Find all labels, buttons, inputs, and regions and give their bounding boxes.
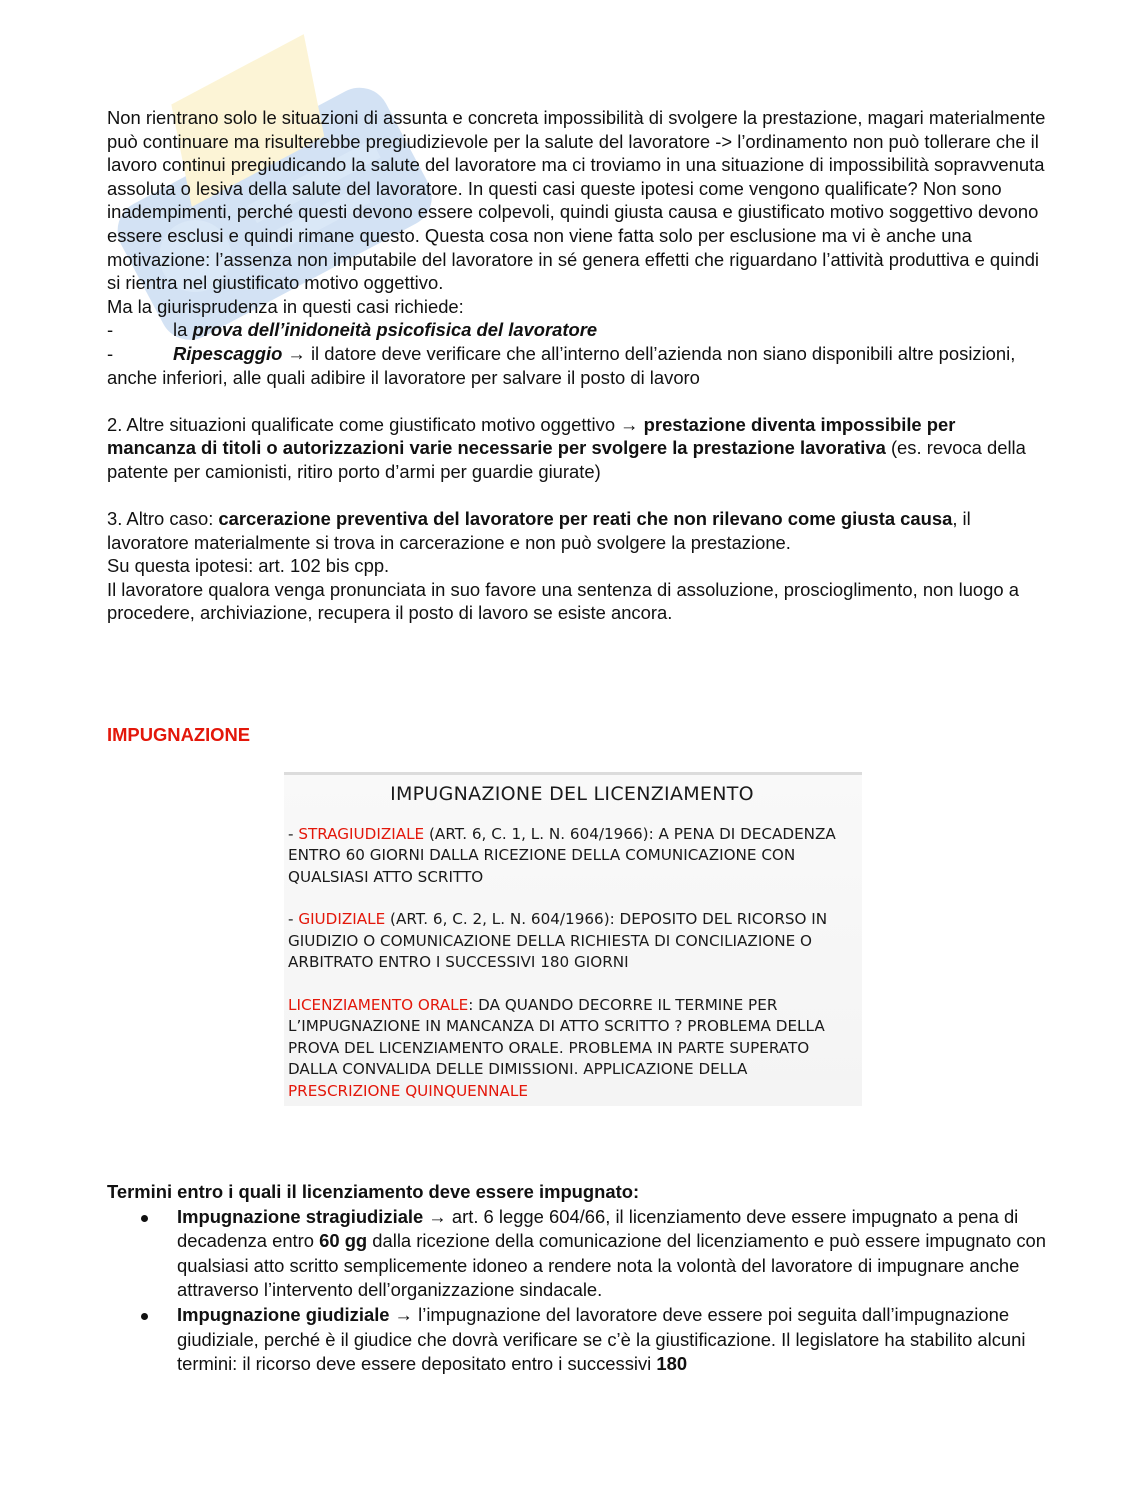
paragraph-assoluzione: Il lavoratore qualora venga pronunciata in suo favore una sentenza di assoluzione, proscioglimento, non luogo a procedere, archiviazione, recupera il posto di lavoro se esiste ancora. — [107, 578, 1019, 624]
slide-block-stragiudiziale: - STRAGIUDIZIALE (ART. 6, C. 1, L. N. 604/1966): A PENA DI DECADENZA ENTRO 60 GIORNI DALLA RICEZIONE DELLA COMUNICAZIONE CON QUALSIASI ATTO SCRITTO — [288, 824, 836, 886]
dash-item-prova: - la prova dell’inidoneità psicofisica del lavoratore — [107, 319, 598, 341]
dash-item-ripescaggio-bold: Ripescaggio — [173, 342, 283, 364]
dash-mark: - — [107, 342, 114, 364]
paragraph-giurisprudenza: Ma la giurisprudenza in questi casi richiede: — [107, 295, 464, 317]
embedded-slide-image — [284, 772, 862, 1106]
section-title-impugnazione: IMPUGNAZIONE — [107, 724, 251, 745]
terms-heading: Termini entro i quali il licenziamento deve essere impugnato: — [107, 1181, 640, 1202]
slide-title: IMPUGNAZIONE DEL LICENZIAMENTO — [390, 783, 754, 805]
dash-item-ripescaggio: - Ripescaggio → il datore deve verificare che all’interno dell’azienda non siano disponibili altre posizioni, anche inferiori, alle quali adibire il lavoratore per salvare il posto di lavoro — [107, 342, 1016, 388]
slide-block-orale: LICENZIAMENTO ORALE: DA QUANDO DECORRE IL TERMINE PER L’IMPUGNAZIONE IN MANCANZA DI ATTO SCRITTO ? PROBLEMA DELLA PROVA DEL LICENZIAMENTO ORALE. PROBLEMA IN PARTE SUPERATO DALLA CONVALIDA DELLE DIMISSIONI. APPLICAZIONE DELLA PRESCRIZIONE QUINQUENNALE — [288, 995, 825, 1100]
document-body — [107, 106, 1047, 625]
paragraph-titoli: 2. Altre situazioni qualificate come giustificato motivo oggettivo → prestazione diventa impossibile per mancanza di titoli o autorizzazioni varie necessarie per svolgere la prestazione lavorativa (es. revoca della patente per camionisti, ritiro porto d’armi per guardie giurate) — [107, 413, 1026, 482]
terms-section — [107, 1180, 1047, 1377]
paragraph-carcerazione: 3. Altro caso: carcerazione preventiva del lavoratore per reati che non rilevano come giusta causa, il lavoratore materialmente si trova in carcerazione e non può svolgere la prestazione. — [107, 508, 971, 553]
list-item-stragiudiziale: Impugnazione stragiudiziale → art. 6 legge 604/66, il licenziamento deve essere impugnato a pena di decadenza entro 60 gg dalla ricezione della comunicazione del licenziamento e può essere impugnato con qualsiasi atto scritto semplicemente idoneo a rendere nota la volontà del lavoratore di impugnare anche attraverso l’intervento dell’organizzazione sindacale. — [107, 1205, 1047, 1303]
bullet-icon — [141, 1313, 148, 1320]
list-item-giudiziale: Impugnazione giudiziale → l’impugnazione del lavoratore deve essere poi seguita dall’impugnazione giudiziale, perché è il giudice che dovrà verificare se c’è la giustificazione. Il legislatore ha stabilito alcuni termini: il ricorso deve essere depositato entro i successivi 180 — [107, 1303, 1047, 1377]
paragraph-art102: Su questa ipotesi: art. 102 bis cpp. — [107, 555, 390, 577]
slide-block-giudiziale: - GIUDIZIALE (ART. 6, C. 2, L. N. 604/1966): DEPOSITO DEL RICORSO IN GIUDIZIO O COMUNICAZIONE DELLA RICHIESTA DI CONCILIAZIONE O ARBITRATO ENTRO I SUCCESSIVI 180 GIORNI — [288, 910, 828, 971]
terms-list — [107, 1205, 1047, 1377]
paragraph-intro: Non rientrano solo le situazioni di assunta e concreta impossibilità di svolgere la prestazione, magari materialmente può continuare ma risulterebbe pregiudizievole per la salute del lavoratore -> l’ordinamento non può tollerare che il lavoro continui pregiudicando la salute del lavoratore ma ci troviamo in una situazione di impossibilità sopravvenuta assoluta o lesiva della salute del lavoratore. In questi casi queste ipotesi come vengono qualificate? Non sono inadempimenti, perché questi devono essere colpevoli, quindi giusta causa e giustificato motivo soggettivo devono essere esclusi e quindi rimane questo. Questa cosa non viene fatta solo per esclusione ma vi è anche una motivazione: l’assenza non imputabile del lavoratore in sé genera effetti che riguardano l’attività produttiva e quindi si rientra nel giustificato motivo oggettivo. — [107, 107, 1046, 294]
dash-mark: - — [107, 319, 114, 341]
dash-item-prova-bold: prova dell’inidoneità psicofisica del lavoratore — [192, 319, 598, 341]
bullet-icon — [141, 1215, 148, 1222]
